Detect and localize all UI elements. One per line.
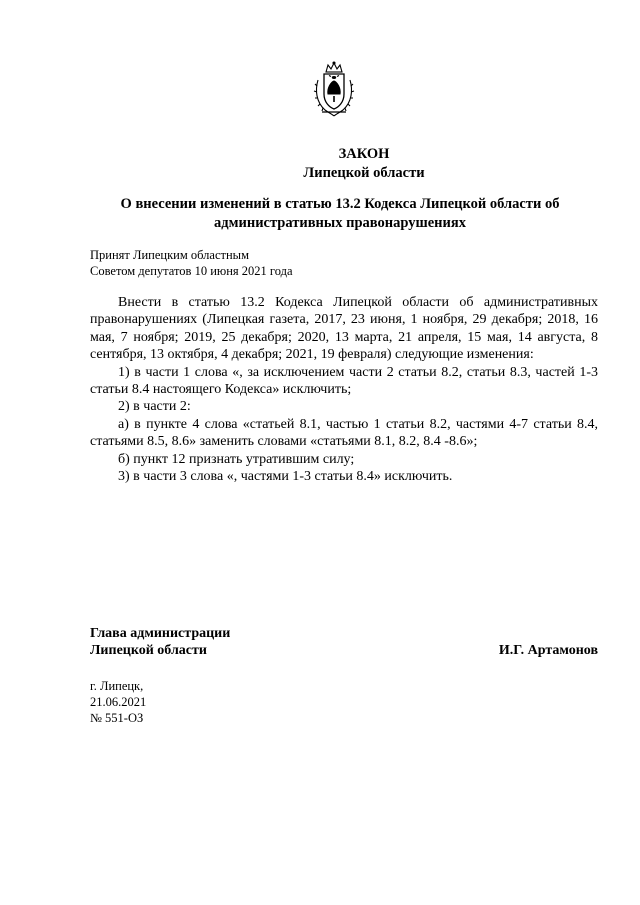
signatory-name: И.Г. Артамонов	[498, 643, 598, 658]
adoption-line-1: Принят Липецким областным	[90, 248, 249, 262]
coat-of-arms-emblem	[313, 60, 355, 118]
law-heading: ЗАКОН	[338, 146, 390, 162]
body-intro-paragraph: Внести в статью 13.2 Кодекса Липецкой области об административных правонарушениях (Липецкая газета, 2017, 23 июня, 1 ноября, 29 декабря; 2018, 16 мая, 7 ноября; 2019, 25 декабря; 2020, 13 марта, 21 апреля, 15 мая, 14 августа, 8 сентября, 13 октября, 4 декабря; 2021, 19 февраля) следующие изменения:	[90, 295, 598, 363]
amendment-item-1: 1) в части 1 слова «, за исключением части 2 статьи 8.2, статьи 8.3, частей 1-3 статьи 8.4 настоящего Кодекса» исключить;	[90, 364, 598, 398]
amendment-item-3: 3) в части 3 слова «, частями 1-3 статьи 8.4» исключить.	[118, 469, 453, 485]
footer-number: № 551-ОЗ	[90, 711, 144, 725]
signatory-position-line-1: Глава администрации	[90, 626, 231, 641]
adoption-line-2: Советом депутатов 10 июня 2021 года	[90, 264, 293, 278]
document-footer	[90, 678, 146, 726]
law-subject-line-1: О внесении изменений в статью 13.2 Кодекса Липецкой области об	[120, 196, 560, 212]
law-heading-block	[44, 145, 640, 183]
law-region: Липецкой области	[303, 165, 425, 181]
law-body	[90, 294, 598, 485]
footer-city: г. Липецк,	[90, 679, 144, 693]
footer-date: 21.06.2021	[90, 695, 147, 709]
law-subject-block	[40, 195, 640, 233]
signatory-position	[90, 625, 230, 659]
amendment-item-2: 2) в части 2:	[118, 399, 191, 415]
amendment-item-2a: а) в пункте 4 слова «статьей 8.1, частью 1 статьи 8.2, частями 4-7 статьи 8.4, статьями 8.5, 8.6» заменить словами «статьями 8.1, 8.2, 8.4 -8.6»;	[90, 416, 598, 450]
law-subject-line-2: административных правонарушениях	[214, 215, 466, 231]
signatory-position-line-2: Липецкой области	[90, 643, 207, 658]
amendment-item-2b: б) пункт 12 признать утратившим силу;	[118, 451, 355, 467]
adoption-note	[90, 247, 293, 279]
